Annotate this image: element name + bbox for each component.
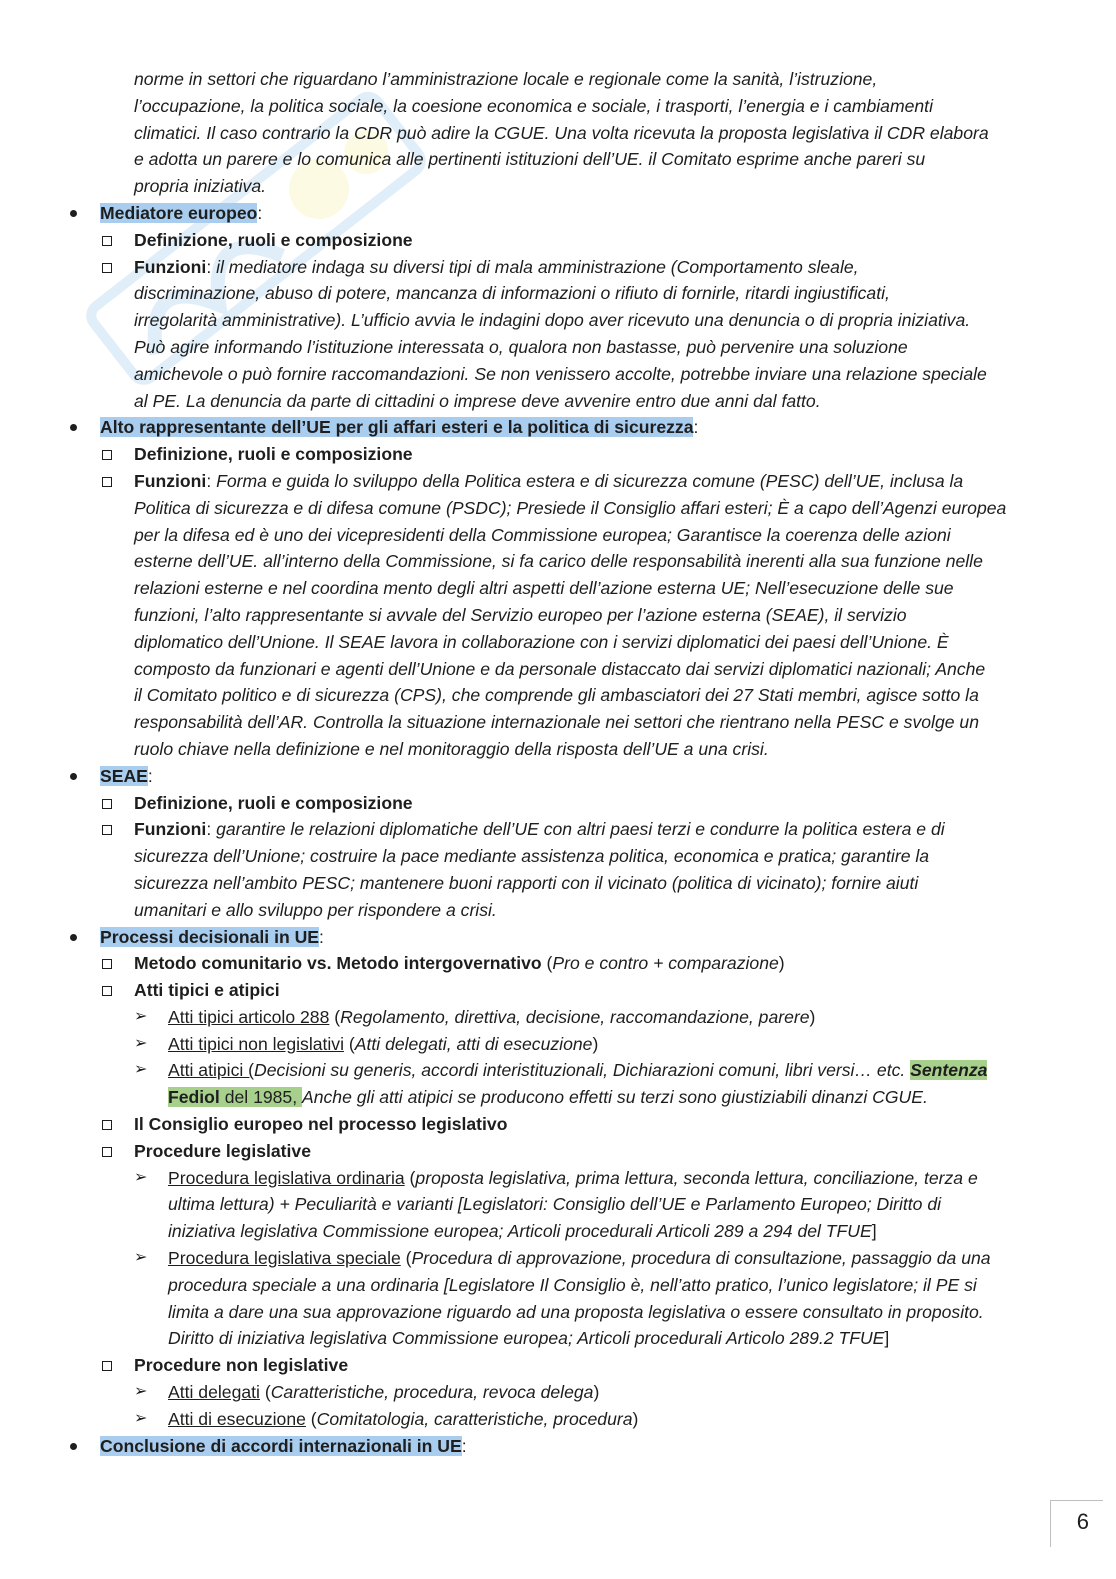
- text-line: ultima lettura) + Peculiarità e varianti [Legislatori: Consiglio dell’UE e Parlamento Europeo; Diritto di: [168, 1194, 942, 1215]
- section-mediatore: Mediatore europeo:: [66, 200, 1056, 227]
- sub-list-item: ➢ Atti tipici articolo 288 (Regolamento, direttiva, decisione, raccomandazione, parere): [66, 1004, 1056, 1031]
- list-item: Procedure legislative: [66, 1138, 1056, 1165]
- text-line: irregolarità amministrative). L’ufficio avvia le indagini dopo aver ricevuto una denuncia o di propria iniziativa.: [134, 310, 971, 331]
- text-line: funzioni, l’alto rappresentante si avvale del Servizio europeo per l’azione esterna (SEAE), il servizio: [134, 604, 907, 625]
- sub-list-item: ➢ Atti tipici non legislativi (Atti delegati, atti di esecuzione): [66, 1031, 1056, 1058]
- text-line: al PE. La denuncia da parte di cittadini o imprese deve avvenire entro due anni dal fatto.: [134, 390, 821, 411]
- text-line: sicurezza dell’Unione; costruire la pace mediante assistenza politica, economica e pratica; garantire la: [134, 846, 930, 867]
- section-processi-decisionali: Processi decisionali in UE:: [66, 924, 1056, 951]
- text-line: discriminazione, abuso di potere, mancanza di informazioni o rifiuto di fornirle, ritardi ingiustificati,: [134, 283, 890, 304]
- sub-list-item: ➢ Atti atipici (Decisioni su generis, accordi interistituzionali, Dichiarazioni comuni, libri versi… etc. Sentenza: [66, 1057, 1056, 1084]
- intro-line: l’occupazione, la politica sociale, la coesione economica e sociale, i trasporti, l’energia e i cambiamenti: [134, 95, 933, 116]
- list-item: Definizione, ruoli e composizione: [66, 790, 1056, 817]
- text-line: Può agire informando l’istituzione interessata o, qualora non bastasse, può pervenire una soluzione: [134, 336, 908, 357]
- intro-line: e adotta un parere e lo comunica alle pertinenti istituzioni dell’UE. il Comitato esprime anche pareri su: [134, 149, 926, 170]
- sub-list-item: ➢ Atti di esecuzione (Comitatologia, caratteristiche, procedura): [66, 1406, 1056, 1433]
- section-title: Mediatore europeo: [100, 202, 258, 223]
- section-accordi-internazionali: Conclusione di accordi internazionali in UE:: [66, 1433, 1056, 1460]
- text-line: ruolo chiave nella definizione e nel monitoraggio della risposta dell’UE a una crisi.: [134, 738, 769, 759]
- text-line: esterne dell’UE. all’interno della Commissione, si fa carico delle responsabilità inerenti alla sua funzione nelle: [134, 551, 983, 572]
- highlight-sentenza: Sentenza: [910, 1060, 988, 1081]
- notes-body: [66, 66, 1056, 1459]
- list-item: Metodo comunitario vs. Metodo intergovernativo (Pro e contro + comparazione): [66, 950, 1056, 977]
- arrow-bullet-icon: ➢: [134, 1061, 148, 1079]
- text-line: Diritto di iniziativa legislativa Commissione europea; Articoli procedurali Articolo 289.2 TFUE]: [168, 1328, 890, 1349]
- arrow-bullet-icon: ➢: [134, 1034, 148, 1052]
- list-item: Procedure non legislative: [66, 1352, 1056, 1379]
- section-seae: SEAE:: [66, 763, 1056, 790]
- intro-line: propria iniziativa.: [134, 176, 267, 197]
- list-item: Funzioni: garantire le relazioni diplomatiche dell’UE con altri paesi terzi e condurre la politica estera e di: [66, 816, 1056, 843]
- page-number-box: [1050, 1500, 1103, 1547]
- section-title: SEAE: [100, 765, 148, 786]
- text-line: relazioni esterne e nel coordina mento degli altri aspetti dell’azione esterna UE; Nell’esecuzione delle sue: [134, 578, 954, 599]
- text-line: procedura speciale a una ordinaria [Legislatore Il Consiglio è, nell’atto pratico, l’unico legislatore; il PE si: [168, 1274, 977, 1295]
- list-item: Definizione, ruoli e composizione: [66, 227, 1056, 254]
- text-line: sicurezza nell’ambito PESC; mantenere buoni rapporti con il vicinato (politica di vicinato); fornire aiuti: [134, 872, 919, 893]
- text-line: Politica di sicurezza e di difesa comune (PSDC); Presiede il Consiglio affari esteri; È a capo dell’Agenzi europea: [134, 497, 1007, 518]
- text-line: per la difesa ed è uno dei vicepresidenti della Commissione europea; Garantisce la coerenza delle azioni: [134, 524, 951, 545]
- page-number: 6: [1076, 1509, 1089, 1534]
- arrow-bullet-icon: ➢: [134, 1249, 148, 1267]
- text-line: il Comitato politico e di sicurezza (CPS), che comprende gli ambasciatori dei 27 Stati membri, agisce sotto la: [134, 685, 979, 706]
- section-alto-rappresentante: Alto rappresentante dell’UE per gli affari esteri e la politica di sicurezza:: [66, 414, 1056, 441]
- text-line: responsabilità dell’AR. Controlla la situazione internazionale nei settori che rientrano nella PESC e svolge un: [134, 712, 979, 733]
- section-title: Processi decisionali in UE: [100, 926, 320, 947]
- text-line: composto da funzionari e agenti dell’Unione e da personale distaccato dai servizi diplomatici nazionali; Anche: [134, 658, 986, 679]
- arrow-bullet-icon: ➢: [134, 1409, 148, 1427]
- sub-list-item: ➢ Atti delegati (Caratteristiche, procedura, revoca delega): [66, 1379, 1056, 1406]
- list-item: Il Consiglio europeo nel processo legislativo: [66, 1111, 1056, 1138]
- text-line: iniziativa legislativa Commissione europea; Articoli procedurali Articoli 289 a 294 del TFUE]: [168, 1221, 877, 1242]
- text-line: diplomatico dell’Unione. Il SEAE lavora in collaborazione con i servizi diplomatici dei paesi dell’Unione. È: [134, 631, 949, 652]
- list-item: Funzioni: il mediatore indaga su diversi tipi di mala amministrazione (Comportamento sleale,: [66, 254, 1056, 281]
- intro-line: norme in settori che riguardano l’amministrazione locale e regionale come la sanità, l’istruzione,: [134, 69, 878, 89]
- section-title: Alto rappresentante dell’UE per gli affari esteri e la politica di sicurezza: [100, 417, 694, 438]
- list-item: Funzioni: Forma e guida lo sviluppo della Politica estera e di sicurezza comune (PESC) dell’UE, inclusa la: [66, 468, 1056, 495]
- arrow-bullet-icon: ➢: [134, 1383, 148, 1401]
- arrow-bullet-icon: ➢: [134, 1168, 148, 1186]
- text-line: umanitari e allo sviluppo per rispondere a crisi.: [134, 899, 497, 920]
- sub-list-item: ➢ Procedura legislativa ordinaria (proposta legislativa, prima lettura, seconda lettura, conciliazione, terza e: [66, 1165, 1056, 1192]
- text-line: amichevole o può fornire raccomandazioni. Se non venissero accolte, potrebbe inviare una relazione speciale: [134, 363, 987, 384]
- highlight-fediol: Fediol: [168, 1087, 220, 1108]
- list-item: Atti tipici e atipici: [66, 977, 1056, 1004]
- text-line: limita a dare una sua approvazione riguardo ad una proposta legislativa o essere consultato in proposito.: [168, 1301, 984, 1322]
- section-title: Conclusione di accordi internazionali in UE: [100, 1435, 462, 1456]
- intro-line: climatici. Il caso contrario la CDR può adire la CGUE. Una volta ricevuta la proposta legislativa il CDR elabora: [134, 122, 989, 143]
- arrow-bullet-icon: ➢: [134, 1007, 148, 1025]
- text-line: Fediol del 1985, Anche gli atti atipici se producono effetti su terzi sono giustiziabili dinanzi CGUE.: [168, 1087, 928, 1108]
- list-item: Definizione, ruoli e composizione: [66, 441, 1056, 468]
- sub-list-item: ➢ Procedura legislativa speciale (Procedura di approvazione, procedura di consultazione, passaggio da una: [66, 1245, 1056, 1272]
